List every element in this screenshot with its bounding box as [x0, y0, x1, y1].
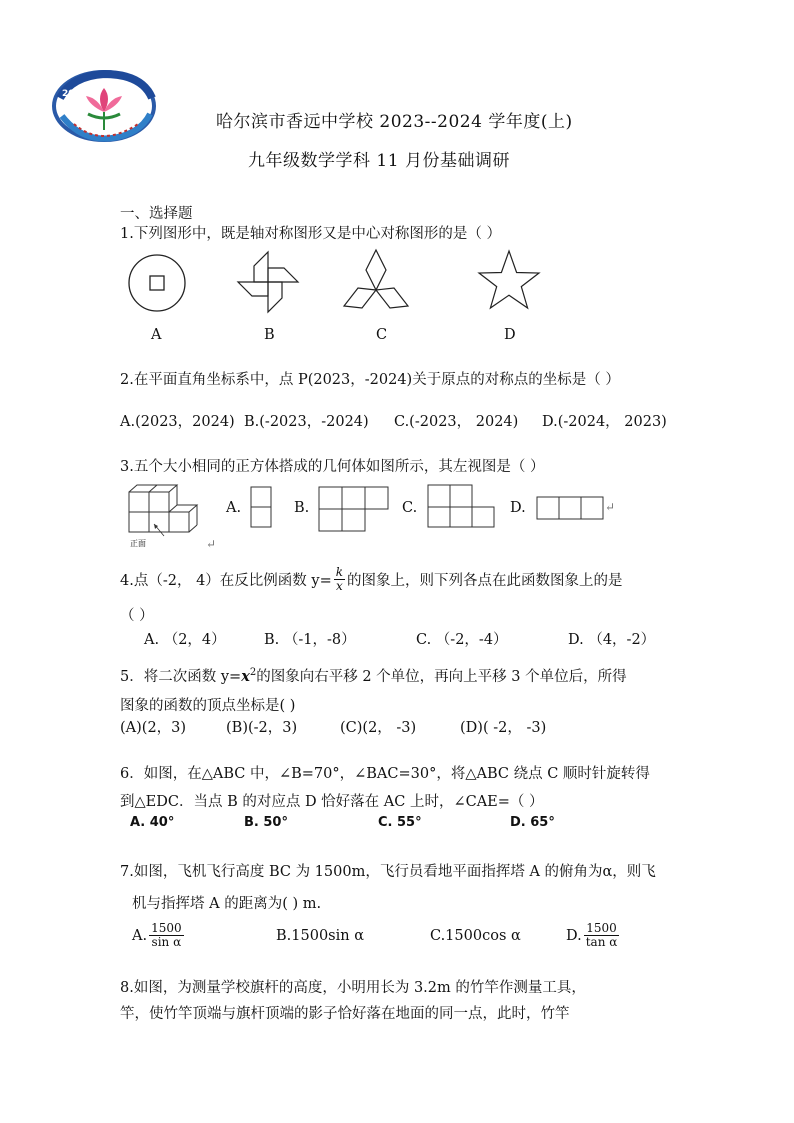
q4-line2: （ ）	[120, 608, 154, 624]
q3-return-mark-1: ↵	[206, 537, 217, 551]
q6-option-c: C. 55°	[378, 815, 422, 830]
q2-option-c: C.(-2023， 2024)	[394, 414, 519, 430]
q4-option-c: C. （-2，-4）	[416, 632, 508, 648]
q5-var: x	[241, 668, 250, 685]
q7-option-b: B.1500sin α	[276, 928, 364, 944]
q3-option-b-label: B.	[294, 500, 310, 516]
q2-option-a: A.(2023，2024)	[120, 414, 235, 430]
q3-option-c-label: C.	[402, 500, 418, 516]
q7-option-a-den: sin α	[151, 935, 182, 949]
q5-text-before: 5．将二次函数 y=	[120, 669, 242, 685]
q5-exp: 2	[249, 667, 257, 679]
q7-option-a-num: 1500	[151, 921, 182, 935]
q6-option-d: D. 65°	[510, 815, 555, 830]
q7-option-a-prefix: A.	[132, 927, 148, 944]
q3-text: 3.五个大小相同的正方体搭成的几何体如图所示，其左视图是（ ）	[120, 459, 545, 475]
q1-label-a: A	[151, 327, 162, 343]
q4-line1	[120, 566, 623, 593]
q4-option-a: A. （2，4）	[144, 632, 226, 648]
q3-option-d-label: D.	[510, 500, 526, 516]
q3-option-a-view	[250, 486, 274, 532]
q3-option-d-view	[536, 496, 606, 520]
q1-text: 1.下列图形中，既是轴对称图形又是中心对称图形的是（ ）	[120, 226, 501, 242]
q2-option-b: B.(-2023，-2024)	[244, 414, 369, 430]
q3-option-c-view	[427, 484, 497, 530]
q5-option-d: (D)( -2， -3)	[460, 720, 547, 736]
q6-line1: 6．如图，在△ABC 中，∠B=70°，∠BAC=30°，将△ABC 绕点 C 顺时针旋转得	[120, 766, 650, 782]
q7-option-d-den: tan α	[585, 935, 618, 949]
section-heading: 一、选择题	[120, 206, 193, 222]
q1-label-c: C	[376, 327, 388, 343]
q2-option-d: D.(-2024， 2023)	[542, 414, 667, 430]
q6-line2: 到△EDC．当点 B 的对应点 D 恰好落在 AC 上时，∠CAE=（ ）	[120, 794, 544, 810]
q6-option-a: A. 40°	[130, 815, 175, 830]
q1-label-b: B	[264, 327, 275, 343]
q7-option-a-fraction	[149, 922, 184, 949]
q3-front-label: 正面	[130, 539, 146, 548]
q7-option-d-prefix: D.	[566, 927, 582, 944]
q7-option-d-num: 1500	[586, 921, 617, 935]
q7-line1: 7.如图，飞机飞行高度 BC 为 1500m，飞行员看地平面指挥塔 A 的俯角为α，则飞	[120, 864, 656, 880]
q5-option-b: (B)(-2，3)	[226, 720, 298, 736]
q5-line2: 图象的函数的顶点坐标是( )	[120, 698, 296, 714]
q5-option-a: (A)(2，3)	[120, 720, 187, 736]
q7-option-c: C.1500cos α	[430, 928, 521, 944]
school-logo	[52, 68, 162, 148]
q3-option-b-view	[318, 486, 390, 532]
q3-return-mark-2: ↵	[605, 500, 616, 514]
q8-line1: 8.如图，为测量学校旗杆的高度，小明用长为 3.2m 的竹竿作测量工具，	[120, 980, 586, 996]
q4-fraction	[334, 566, 345, 593]
q1-figure-b-pinwheel	[236, 250, 300, 314]
q5-option-c: (C)(2， -3)	[340, 720, 417, 736]
q8-line2: 竿，使竹竿顶端与旗杆顶端的影子恰好落在地面的同一点，此时，竹竿	[120, 1006, 570, 1022]
q1-figure-d-star	[476, 248, 542, 314]
q4-option-d: D. （4，-2）	[568, 632, 656, 648]
q4-frac-den: x	[336, 579, 343, 593]
q4-text-before: 4.点（-2， 4）在反比例函数 y=	[120, 573, 332, 589]
q2-text: 2.在平面直角坐标系中，点 P(2023，-2024)关于原点的对称点的坐标是（ ）	[120, 372, 620, 388]
q6-option-b: B. 50°	[244, 815, 288, 830]
q4-option-b: B. （-1，-8）	[264, 632, 356, 648]
q7-option-d	[566, 922, 621, 949]
q5-line1	[120, 665, 627, 686]
q1-label-d: D	[504, 327, 516, 343]
q5-text-after: 的图象向右平移 2 个单位，再向上平移 3 个单位后，所得	[256, 669, 627, 685]
q4-frac-num: k	[335, 565, 344, 579]
logo-year: 2011	[62, 89, 88, 99]
q7-option-d-fraction	[584, 922, 620, 949]
q4-text-after: 的图象上，则下列各点在此函数图象上的是	[347, 573, 623, 589]
page-title-line1: 哈尔滨市香远中学校 2023--2024 学年度(上)	[216, 112, 573, 132]
q1-figure-c-three-rhombi	[340, 248, 412, 314]
q7-option-a	[132, 922, 186, 949]
page-title-line2: 九年级数学学科 11 月份基础调研	[248, 151, 510, 171]
q7-line2: 机与指挥塔 A 的距离为( ) m.	[132, 896, 322, 912]
q1-figure-a-coin	[128, 254, 188, 314]
q3-option-a-label: A.	[226, 500, 242, 516]
